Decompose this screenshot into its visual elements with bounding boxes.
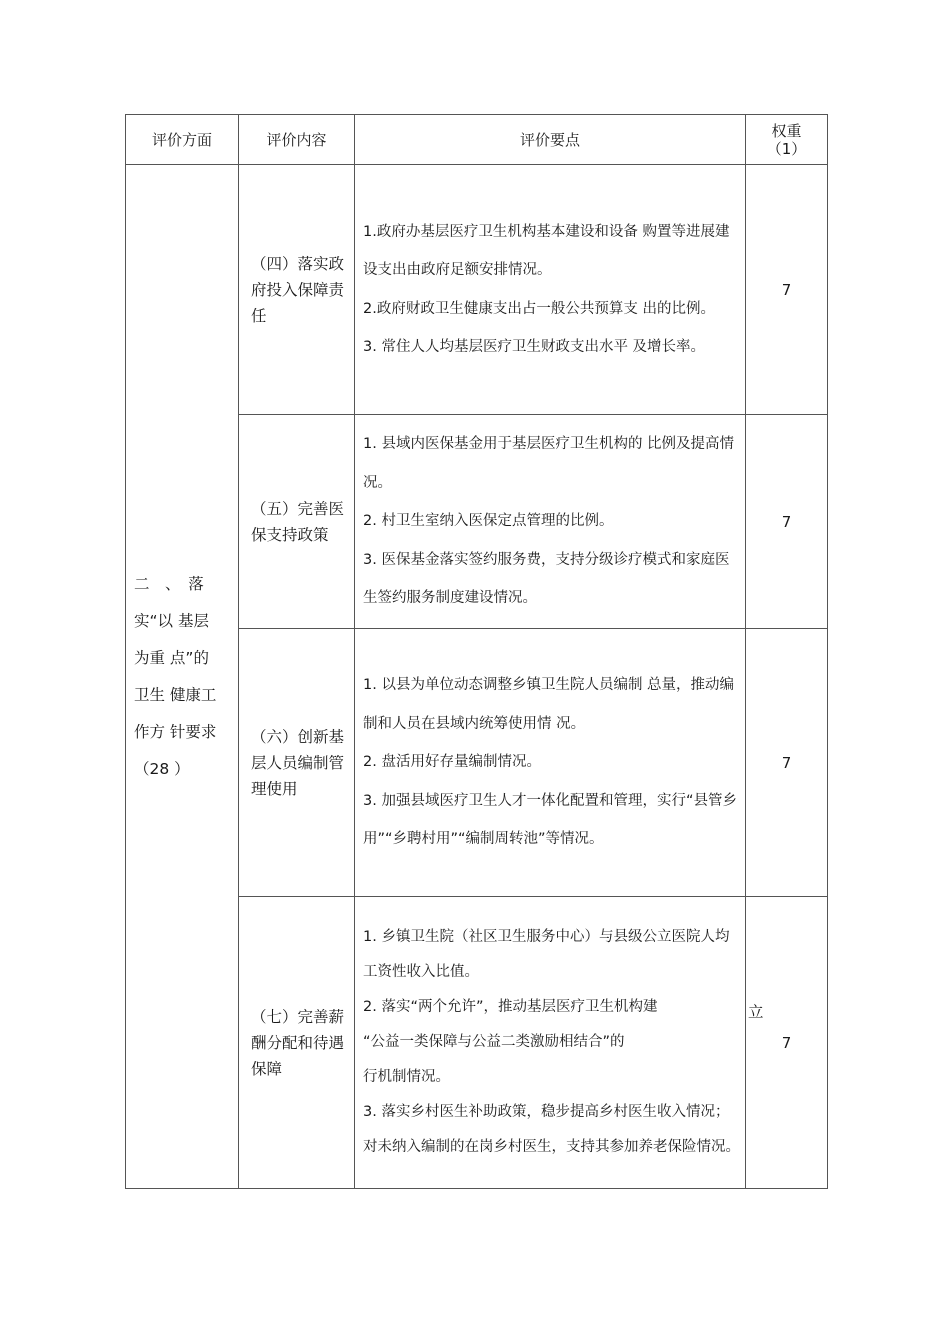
table-row [126,165,828,415]
weight-cell: 7 [746,897,828,1189]
content-cell: （五）完善医保支持政策 [239,415,355,629]
aspect-line: 为重 点”的 [134,648,209,667]
points-cell [355,165,746,415]
point-item: 2.政府财政卫生健康支出占一般公共预算支 出的比例。 [363,300,715,317]
point-item: “公益一类保障与公益二类激励相结合”的 [363,1034,625,1050]
content-cell: （六）创新基层人员编制管理使用 [239,629,355,897]
evaluation-table [125,114,828,1189]
aspect-cell [126,165,239,1189]
point-item: 3. 医保基金落实签约服务费，支持分级诊疗模式和家庭医生签约服务制度建设情况。 [363,551,730,607]
header-weight [746,115,828,165]
point-item: 2. 村卫生室纳入医保定点管理的比例。 [363,513,614,530]
point-item: 行机制情况。 [363,1069,450,1085]
header-weight-line2: （1） [766,139,807,158]
header-aspect: 评价方面 [126,115,239,165]
header-content: 评价内容 [239,115,355,165]
header-weight-line1: 权重 [771,121,802,140]
weight-cell: 7 [746,415,828,629]
weight-cell: 7 [746,629,828,897]
header-points: 评价要点 [355,115,746,165]
point-item: 1. 县域内医保基金用于基层医疗卫生机构的 比例及提高情况。 [363,436,735,491]
aspect-line: 卫生 健康工 [134,685,217,704]
content-cell: （四）落实政府投入保障责任 [239,165,355,415]
point-item: 1.政府办基层医疗卫生机构基本建设和设备 购置等进展建设支出由政府足额安排情况。 [363,223,730,278]
points-cell [355,415,746,629]
point-item: 1. 以县为单位动态调整乡镇卫生院人员编制 总量，推动编制和人员在县域内统筹使用情 况。 [363,677,735,732]
points-cell [355,629,746,897]
weight-cell: 7 [746,165,828,415]
aspect-line: 实“以 基层 [134,611,209,630]
aspect-line: （28 ） [134,759,190,778]
point-item: 3. 加强县域医疗卫生人才一体化配置和管理，实行“县管乡用”“乡聘村用”“编制周转池”等情况。 [363,792,737,848]
aspect-line: 二 、 落 [134,574,204,593]
point-item: 3. 常住人人均基层医疗卫生财政支出水平 及增长率。 [363,339,706,355]
point-item: 2. 落实“两个允许”，推动基层医疗卫生机构建 [363,999,658,1015]
aspect-line: 作方 针要求 [134,722,217,741]
point-item: 2. 盘活用好存量编制情况。 [363,754,541,771]
header-row [126,115,828,165]
content-cell: （七）完善薪酬分配和待遇保障 [239,897,355,1189]
points-cell [355,897,746,1189]
point-item: 1. 乡镇卫生院（社区卫生服务中心）与县级公立医院人均工资性收入比值。 [363,929,730,980]
point-item: 3. 落实乡村医生补助政策，稳步提高乡村医生收入情况；对未纳入编制的在岗乡村医生，支持其参加养老保险情况。 [363,1104,740,1155]
overflow-character: 立 [748,1003,764,1021]
